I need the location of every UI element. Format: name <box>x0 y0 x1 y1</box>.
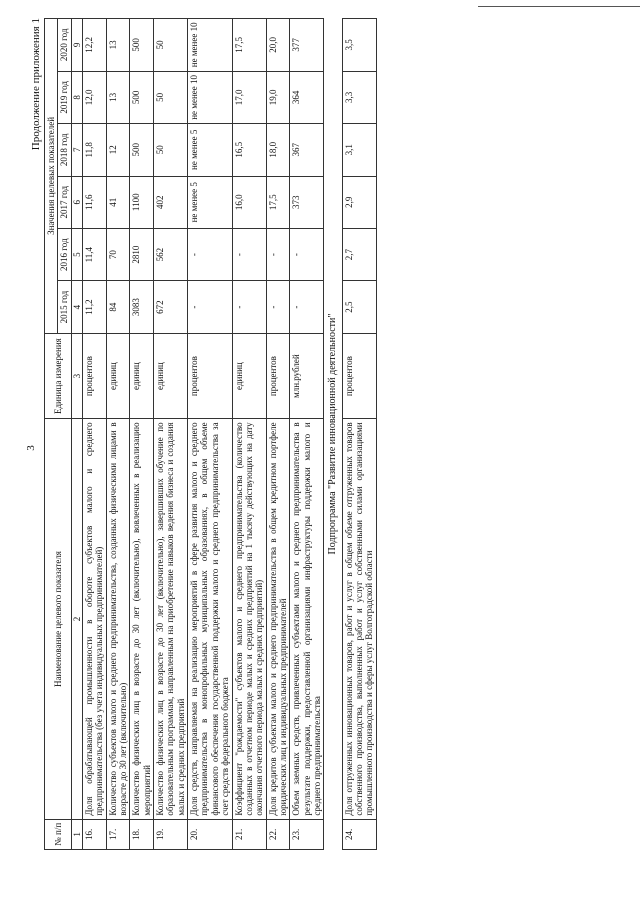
header-index: 3 <box>71 333 82 419</box>
value-cell: 562 <box>154 228 188 280</box>
row-number: 18. <box>130 819 154 849</box>
value-cell: - <box>232 281 266 333</box>
subprogram-title: Подпрограмма "Развитие инновационной деятельности" <box>324 19 343 850</box>
header-index: 1 <box>71 819 82 849</box>
value-cell: 84 <box>106 281 130 333</box>
table-row <box>266 19 290 850</box>
value-cell: 17,5 <box>266 176 290 228</box>
value-cell: 500 <box>130 19 154 72</box>
header-year: 2017 год <box>58 176 71 228</box>
row-number: 24. <box>342 819 376 849</box>
value-cell: - <box>188 281 232 333</box>
value-cell: 13 <box>106 19 130 72</box>
header-values-group: Значения целевых показателей <box>45 19 58 334</box>
value-cell: - <box>266 281 290 333</box>
row-number: 16. <box>83 819 107 849</box>
value-cell: 19,0 <box>266 71 290 123</box>
header-index: 9 <box>71 19 82 72</box>
header-index: 8 <box>71 71 82 123</box>
table-row <box>83 19 107 850</box>
table-row <box>232 19 266 850</box>
unit-cell: процентов <box>83 333 107 419</box>
unit-cell: единиц <box>130 333 154 419</box>
value-cell: 11,8 <box>83 124 107 176</box>
value-cell: 2810 <box>130 228 154 280</box>
value-cell: не менее 5 <box>188 124 232 176</box>
value-cell: 2,5 <box>342 281 376 333</box>
indicators-table <box>44 18 377 850</box>
value-cell: 3,1 <box>342 124 376 176</box>
value-cell: 11,4 <box>83 228 107 280</box>
indicator-name: Количество физических лиц в возрасте до 30 лет (включительно), завершивших обучение по образовательным программам, направленным на приобретение навыков ведения бизнеса и создания малых и средних предприятий <box>154 419 188 819</box>
unit-cell: млн.рублей <box>290 333 324 419</box>
unit-cell: процентов <box>266 333 290 419</box>
value-cell: 17,5 <box>232 19 266 72</box>
header-index: 5 <box>71 228 82 280</box>
indicator-name: Коэффициент "рождаемости" субъектов малого и среднего предпринимательства (количество созданных в отчетном периоде малых и средних предприятий на 1 тысячу действующих на дату окончания отчетного периода малых и средних предприятий) <box>232 419 266 819</box>
header-index: 7 <box>71 124 82 176</box>
header-index: 6 <box>71 176 82 228</box>
value-cell: не менее 10 <box>188 19 232 72</box>
value-cell: 11,6 <box>83 176 107 228</box>
table-row <box>154 19 188 850</box>
table-row <box>290 19 324 850</box>
header-year: 2020 год <box>58 19 71 72</box>
value-cell: - <box>290 228 324 280</box>
value-cell: 11,2 <box>83 281 107 333</box>
indicator-name: Количество физических лиц в возрасте до 30 лет (включительно), вовлеченных в реализацию мероприятий <box>130 419 154 819</box>
value-cell: - <box>290 281 324 333</box>
value-cell: 12,2 <box>83 19 107 72</box>
table-row <box>188 19 232 850</box>
value-cell: - <box>188 228 232 280</box>
row-number: 23. <box>290 819 324 849</box>
indicator-name: Доля кредитов субъектам малого и среднего предпринимательства в общем кредитном портфеле юридических лиц и индивидуальных предпринимателей <box>266 419 290 819</box>
row-number: 21. <box>232 819 266 849</box>
value-cell: 2,9 <box>342 176 376 228</box>
value-cell: 70 <box>106 228 130 280</box>
value-cell: 41 <box>106 176 130 228</box>
value-cell: не менее 5 <box>188 176 232 228</box>
unit-cell: единиц <box>106 333 130 419</box>
header-index: 2 <box>71 419 82 819</box>
value-cell: 672 <box>154 281 188 333</box>
value-cell: 12,0 <box>83 71 107 123</box>
value-cell: 373 <box>290 176 324 228</box>
continuation-label: Продолжение приложения 1 <box>30 18 42 151</box>
value-cell: 364 <box>290 71 324 123</box>
value-cell: 16,5 <box>232 124 266 176</box>
table-row <box>130 19 154 850</box>
indicator-name: Доля отгруженных инновационных товаров, работ и услуг в общем объеме отгруженных товаров собственного производства, выполненных работ и услуг собственными силами организациями промышленного производства и сферы услуг Волгоградской области <box>342 419 376 819</box>
indicator-name: Доля обрабатывающей промышленности в обороте субъектов малого и среднего предпринимательства (без учета индивидуальных предпринимателей) <box>83 419 107 819</box>
value-cell: 13 <box>106 71 130 123</box>
value-cell: 3,3 <box>342 71 376 123</box>
header-unit: Единица измерения <box>45 333 72 419</box>
header-year: 2016 год <box>58 228 71 280</box>
value-cell: 500 <box>130 71 154 123</box>
value-cell: 17,0 <box>232 71 266 123</box>
row-number: 22. <box>266 819 290 849</box>
value-cell: 16,0 <box>232 176 266 228</box>
indicator-name: Количество субъектов малого и среднего предпринимательства, созданных физическими лицами в возрасте до 30 лет (включительно) <box>106 419 130 819</box>
value-cell: 367 <box>290 124 324 176</box>
unit-cell: процентов <box>188 333 232 419</box>
value-cell: 50 <box>154 71 188 123</box>
value-cell: 2,7 <box>342 228 376 280</box>
header-name: Наименование целевого показателя <box>45 419 72 819</box>
value-cell: 18,0 <box>266 124 290 176</box>
indicator-name: Доля средств, направляемая на реализацию мероприятий в сфере развития малого и среднего предпринимательства в монопрофильных муниципальных образованиях, в общем объеме финансового обеспечения государственной поддержки малого и среднего предпринимательства за счет средств федерального бюджета <box>188 419 232 819</box>
page-number: 3 <box>24 445 37 451</box>
value-cell: 3,5 <box>342 19 376 72</box>
header-year: 2018 год <box>58 124 71 176</box>
table-row <box>106 19 130 850</box>
indicator-name: Объем заемных средств, привлеченных субъектами малого и среднего предпринимательства в результате поддержки, предоставленной организациями инфраструктуры поддержки малого и среднего предпринимательства <box>290 419 324 819</box>
unit-cell: процентов <box>342 333 376 419</box>
value-cell: - <box>232 228 266 280</box>
value-cell: 402 <box>154 176 188 228</box>
row-number: 19. <box>154 819 188 849</box>
row-number: 20. <box>188 819 232 849</box>
header-year: 2019 год <box>58 71 71 123</box>
value-cell: 500 <box>130 124 154 176</box>
row-number: 17. <box>106 819 130 849</box>
value-cell: 20,0 <box>266 19 290 72</box>
header-no: № п/п <box>45 819 72 849</box>
unit-cell: единиц <box>232 333 266 419</box>
value-cell: 50 <box>154 19 188 72</box>
value-cell: 50 <box>154 124 188 176</box>
table-row <box>342 19 376 850</box>
value-cell: 3083 <box>130 281 154 333</box>
value-cell: 1100 <box>130 176 154 228</box>
value-cell: 12 <box>106 124 130 176</box>
value-cell: не менее 10 <box>188 71 232 123</box>
unit-cell: единиц <box>154 333 188 419</box>
value-cell: 377 <box>290 19 324 72</box>
value-cell: - <box>266 228 290 280</box>
header-index: 4 <box>71 281 82 333</box>
header-year: 2015 год <box>58 281 71 333</box>
